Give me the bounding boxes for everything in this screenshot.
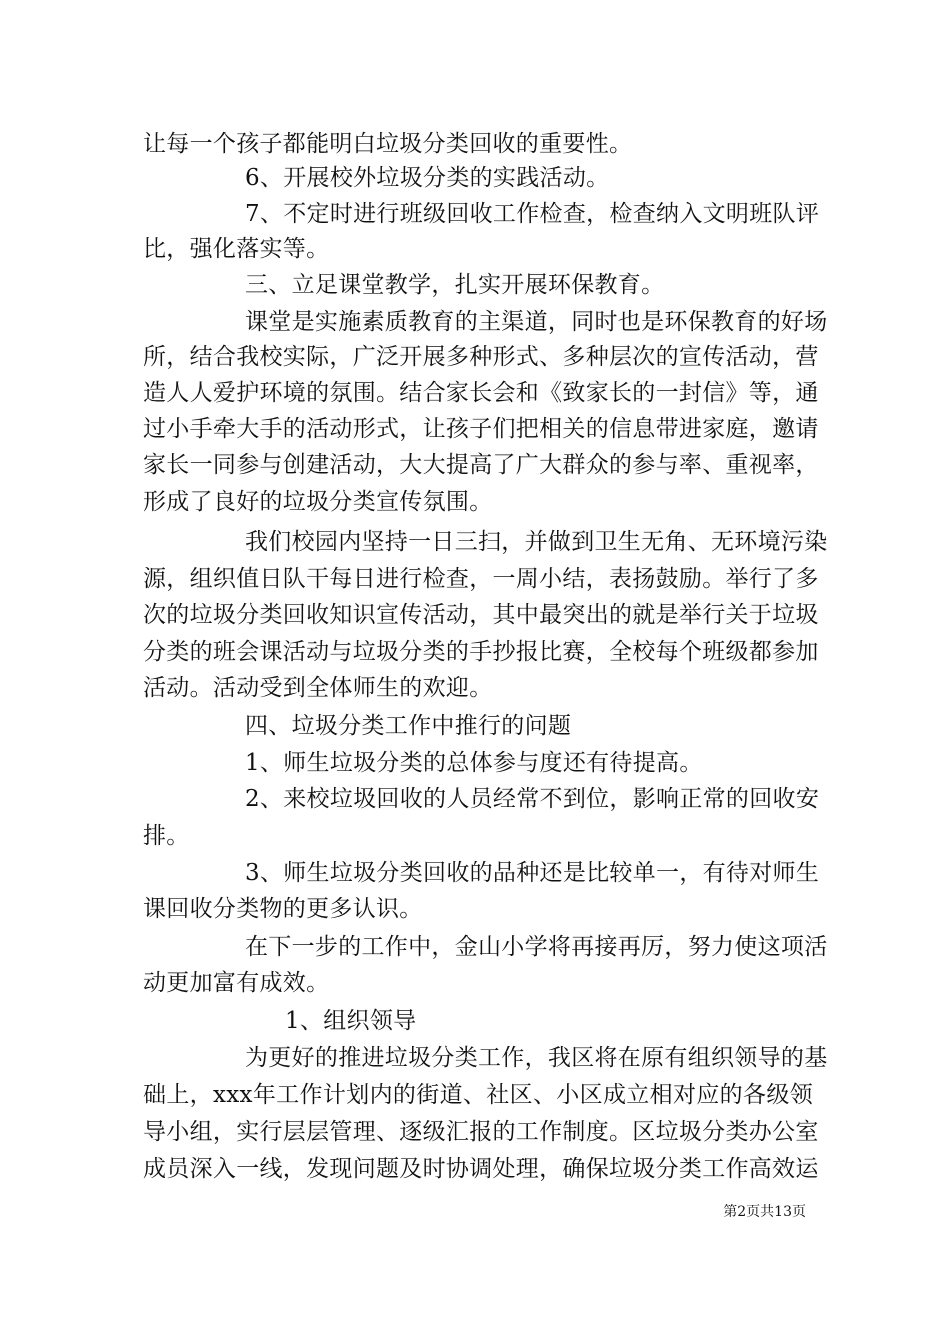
text-line: 课回收分类物的更多认识。 — [143, 896, 423, 922]
section-heading: 1、组织领导 — [285, 1008, 417, 1034]
text-line: 3、师生垃圾分类回收的品种还是比较单一，有待对师生 — [245, 860, 820, 886]
text-line: 导小组，实行层层管理、逐级汇报的工作制度。区垃圾分类办公室 — [143, 1119, 819, 1145]
text-line: 动更加富有成效。 — [143, 970, 330, 996]
text-line: 在下一步的工作中，金山小学将再接再厉，努力使这项活 — [245, 934, 828, 960]
text-line: 我们校园内坚持一日三扫，并做到卫生无角、无环境污染 — [245, 529, 828, 555]
text-line: 形成了良好的垃圾分类宣传氛围。 — [143, 489, 493, 515]
text-line: 源，组织值日队干每日进行检查，一周小结，表扬鼓励。举行了多 — [143, 566, 819, 592]
text-line: 活动。活动受到全体师生的欢迎。 — [143, 675, 493, 701]
text-line: 造人人爱护环境的氛围。结合家长会和《致家长的一封信》等，通 — [143, 380, 819, 406]
text-line: 7、不定时进行班级回收工作检查，检查纳入文明班队评 — [245, 201, 820, 227]
section-heading: 三、立足课堂教学，扎实开展环保教育。 — [245, 272, 665, 298]
text-line: 成员深入一线，发现问题及时协调处理，确保垃圾分类工作高效运 — [143, 1156, 819, 1182]
text-line: 1、师生垃圾分类的总体参与度还有待提高。 — [245, 750, 703, 776]
text-line: 所，结合我校实际，广泛开展多种形式、多种层次的宣传活动，营 — [143, 344, 819, 370]
text-line: 为更好的推进垃圾分类工作，我区将在原有组织领导的基 — [245, 1045, 828, 1071]
text-line: 排。 — [143, 823, 190, 849]
text-line: 过小手牵大手的活动形式，让孩子们把相关的信息带进家庭，邀请 — [143, 416, 819, 442]
page-number-footer: 第2页共13页 — [723, 1204, 806, 1220]
text-line: 比，强化落实等。 — [143, 236, 330, 262]
text-line: 分类的班会课活动与垃圾分类的手抄报比赛，全校每个班级都参加 — [143, 639, 819, 665]
text-line: 次的垃圾分类回收知识宣传活动，其中最突出的就是举行关于垃圾 — [143, 602, 819, 628]
text-line: 2、来校垃圾回收的人员经常不到位，影响正常的回收安 — [245, 786, 820, 812]
text-line: 让每一个孩子都能明白垃圾分类回收的重要性。 — [143, 131, 633, 157]
text-line: 家长一同参与创建活动，大大提高了广大群众的参与率、重视率， — [143, 452, 819, 478]
section-heading: 四、垃圾分类工作中推行的问题 — [245, 713, 572, 739]
text-line: 6、开展校外垃圾分类的实践活动。 — [245, 165, 610, 191]
text-line: 课堂是实施素质教育的主渠道，同时也是环保教育的好场 — [245, 309, 828, 335]
text-line: 础上，xxx年工作计划内的街道、社区、小区成立相对应的各级领 — [143, 1082, 813, 1108]
